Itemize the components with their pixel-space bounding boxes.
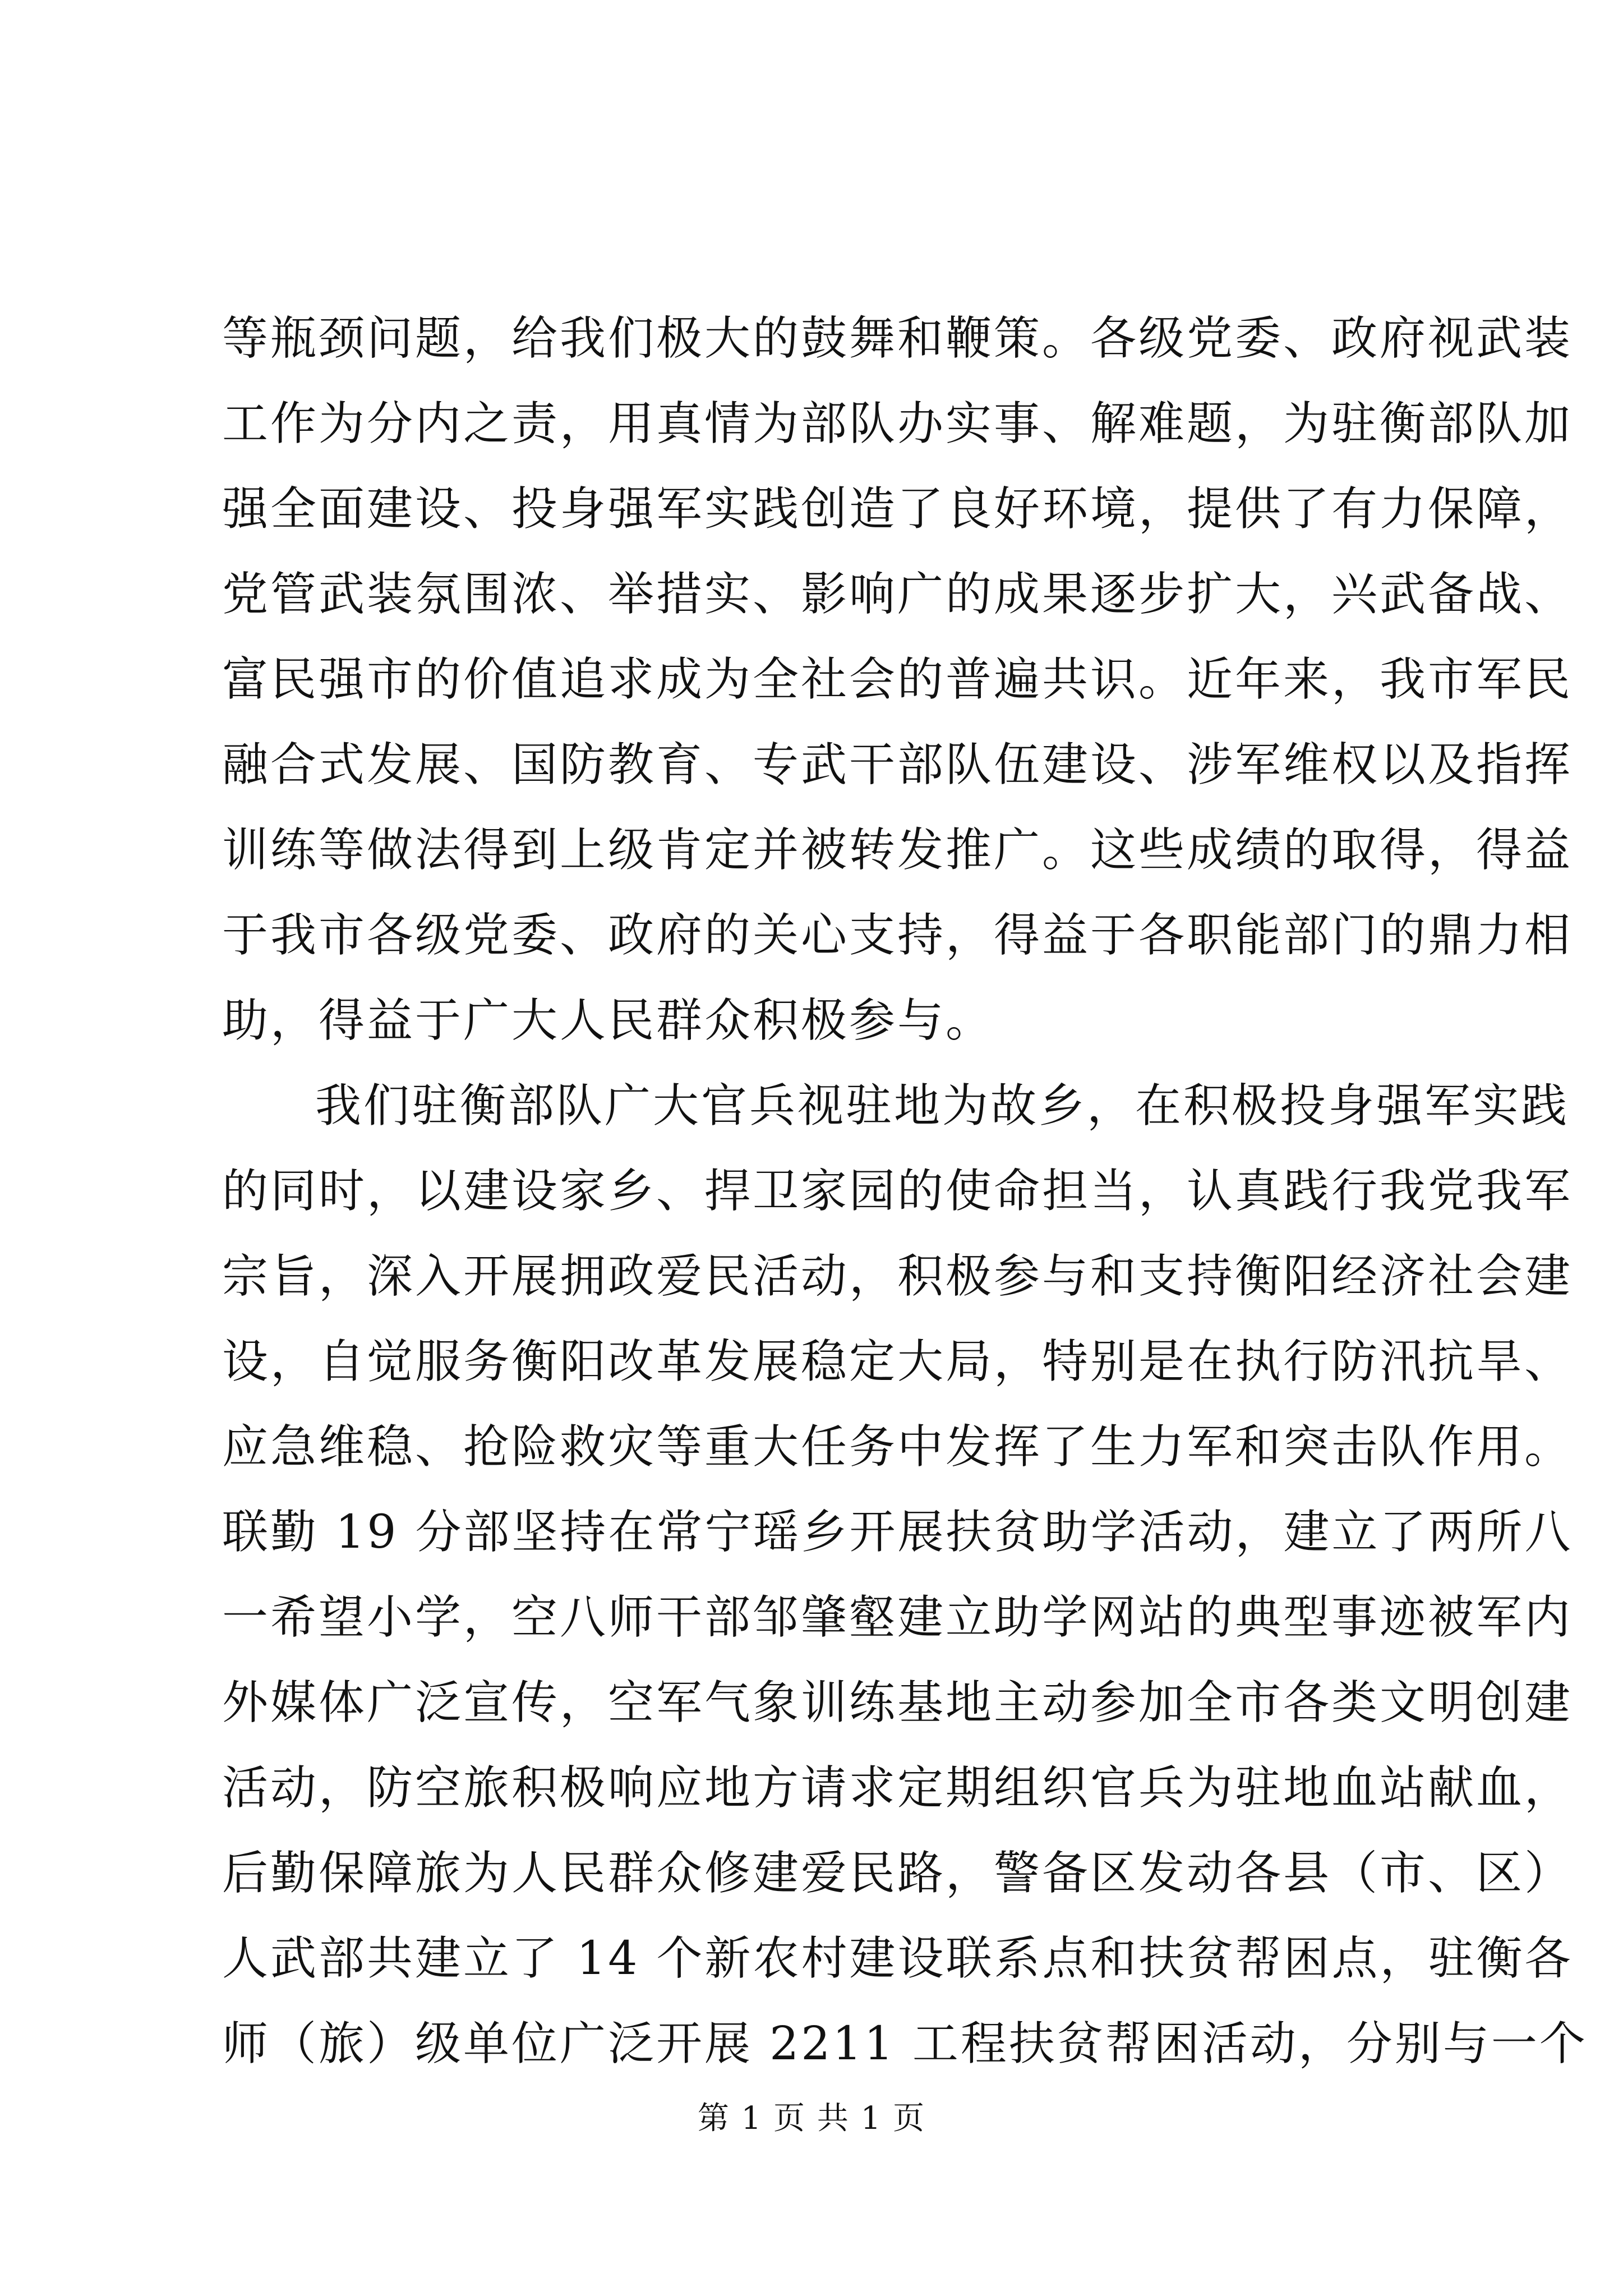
text-line: 强全面建设、投身强军实践创造了良好环境，提供了有力保障， bbox=[222, 482, 1573, 536]
text-line: 助，得益于广大人民群众积极参与。 bbox=[222, 994, 994, 1047]
text-line: 训练等做法得到上级肯定并被转发推广。这些成绩的取得，得益 bbox=[222, 823, 1573, 877]
text-line: 等瓶颈问题，给我们极大的鼓舞和鞭策。各级党委、政府视武装 bbox=[222, 312, 1573, 365]
text-line: 师（旅）级单位广泛开展 2211 工程扶贫帮困活动，分别与一个 bbox=[222, 2017, 1588, 2070]
body-text bbox=[222, 296, 1588, 2087]
text-line: 设，自觉服务衡阳改革发展稳定大局，特别是在执行防汛抗旱、 bbox=[222, 1335, 1573, 1388]
text-line: 于我市各级党委、政府的关心支持，得益于各职能部门的鼎力相 bbox=[222, 909, 1573, 962]
text-line: 人武部共建立了 14 个新农村建设联系点和扶贫帮困点，驻衡各 bbox=[222, 1932, 1573, 1985]
text-line: 宗旨，深入开展拥政爱民活动，积极参与和支持衡阳经济社会建 bbox=[222, 1250, 1573, 1303]
page-footer: 第 1 页 共 1 页 bbox=[697, 2100, 926, 2137]
text-line: 应急维稳、抢险救灾等重大任务中发挥了生力军和突击队作用。 bbox=[222, 1420, 1573, 1474]
text-line: 联勤 19 分部坚持在常宁瑶乡开展扶贫助学活动，建立了两所八 bbox=[222, 1506, 1573, 1559]
text-line: 党管武装氛围浓、举措实、影响广的成果逐步扩大，兴武备战、 bbox=[222, 568, 1573, 621]
text-line: 工作为分内之责，用真情为部队办实事、解难题，为驻衡部队加 bbox=[222, 397, 1573, 450]
text-line: 的同时，以建设家乡、捍卫家园的使命担当，认真践行我党我军 bbox=[222, 1165, 1573, 1218]
text-line: 富民强市的价值追求成为全社会的普遍共识。近年来，我市军民 bbox=[222, 653, 1573, 706]
text-line: 我们驻衡部队广大官兵视驻地为故乡，在积极投身强军实践 bbox=[315, 1079, 1570, 1133]
text-line: 外媒体广泛宣传，空军气象训练基地主动参加全市各类文明创建 bbox=[222, 1676, 1573, 1729]
text-line: 活动，防空旅积极响应地方请求定期组织官兵为驻地血站献血， bbox=[222, 1761, 1573, 1815]
text-line: 融合式发展、国防教育、专武干部队伍建设、涉军维权以及指挥 bbox=[222, 738, 1573, 792]
text-line: 后勤保障旅为人民群众修建爱民路，警备区发动各县（市、区） bbox=[222, 1847, 1573, 1900]
text-line: 一希望小学，空八师干部邹肇壑建立助学网站的典型事迹被军内 bbox=[222, 1591, 1573, 1644]
